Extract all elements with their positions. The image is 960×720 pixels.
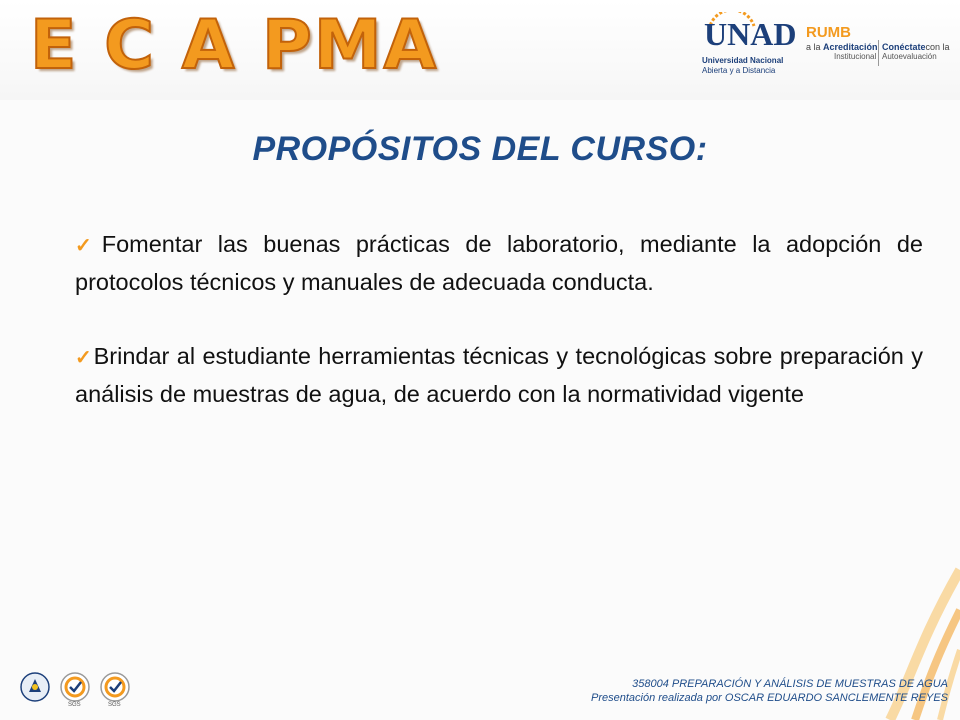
certification-seal-icon — [60, 672, 90, 702]
bullet-item-1 — [75, 226, 923, 300]
footer-author-line: Presentación realizada por OSCAR EDUARDO SANCLEMENTE REYES — [590, 692, 948, 704]
rumbo-logo-line3 — [882, 42, 950, 52]
checkmark-icon: ✓ — [75, 235, 101, 257]
rumbo-logo-line4: Autoevaluación — [882, 52, 937, 61]
brand-title: E C A PMA — [30, 6, 439, 85]
rumbo-suffix2: con la — [925, 42, 950, 52]
rumbo-divider — [878, 40, 879, 66]
cert-label-2: SGS — [108, 702, 121, 708]
cert-label-1: SGS — [68, 702, 81, 708]
footer-credits — [591, 677, 948, 705]
rumbo-prefix: a la — [806, 42, 824, 52]
certification-seal-icon — [100, 672, 130, 702]
bullet-item-2 — [75, 338, 923, 412]
checkmark-icon: ✓ — [75, 347, 93, 369]
footer-course-line: 358004 PREPARACIÓN Y ANÁLISIS DE MUESTRAS DE AGUA — [632, 678, 948, 690]
rumbo-logo-line2: Institucional — [834, 52, 877, 61]
rumbo-logo-word: RUMB — [806, 24, 851, 41]
unad-logo — [700, 12, 797, 75]
rumbo-logo — [806, 24, 950, 74]
slide-content — [75, 226, 923, 450]
rumbo-bold1: Acreditación — [823, 42, 878, 52]
footer-logos — [20, 672, 140, 712]
unad-logo-line2: Abierta y a Distancia — [702, 66, 776, 75]
slide-title: PROPÓSITOS DEL CURSO: — [252, 130, 708, 168]
rumbo-logo-line1 — [806, 42, 878, 52]
colombia-seal-icon — [20, 672, 50, 702]
rumbo-bold2: Conéctate — [882, 42, 926, 52]
bullet-text-1: Fomentar las buenas prácticas de laboratorio, mediante la adopción de protocolos técnicos y manuales de adecuada conducta. — [75, 231, 923, 295]
unad-logo-line1: Universidad Nacional — [702, 56, 784, 65]
unad-logo-word: UNAD — [704, 16, 797, 52]
bullet-text-2: Brindar al estudiante herramientas técnicas y tecnológicas sobre preparación y análisis de muestras de agua, de acuerdo con la normatividad vigente — [75, 343, 923, 407]
